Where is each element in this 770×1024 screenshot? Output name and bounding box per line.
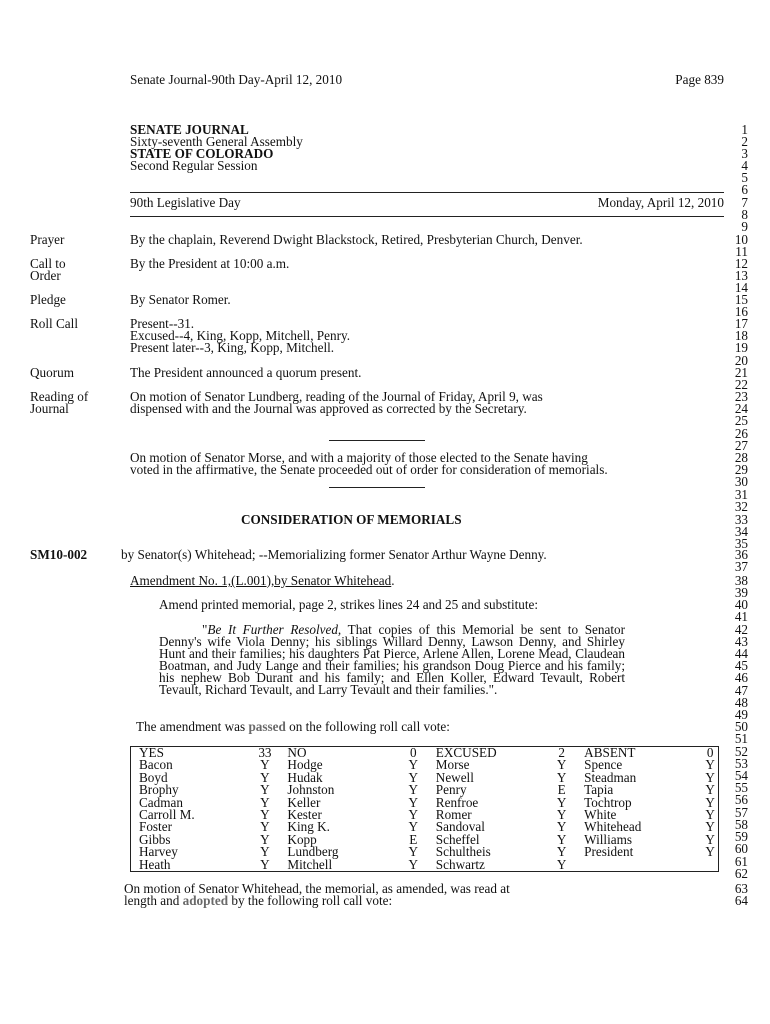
senator-vote: Y	[408, 782, 419, 798]
vote-spacer	[569, 797, 576, 809]
line-number: 36	[734, 547, 748, 562]
vote-spacer	[569, 784, 576, 796]
senator-vote: Y	[705, 807, 715, 823]
state-line: STATE OF COLORADO	[130, 146, 274, 161]
line-number: 33	[734, 512, 748, 527]
line-number: 42	[734, 622, 748, 637]
senator-vote: Y	[556, 844, 567, 860]
senator-name: Carroll M.	[139, 807, 195, 823]
senator-vote: Y	[705, 819, 715, 835]
vote-spacer	[421, 772, 428, 784]
vote-spacer	[273, 809, 280, 821]
senator-name: Tapia	[584, 782, 614, 798]
vote-row	[131, 772, 719, 784]
line-number: 31	[734, 487, 748, 502]
vote-header-label: EXCUSED	[435, 745, 497, 760]
quote-open: "	[202, 622, 208, 637]
line-number: 29	[734, 462, 748, 477]
line-number: 6	[741, 182, 748, 197]
vote-header-row	[131, 747, 719, 760]
label-call-to: Call to	[30, 256, 66, 271]
line-number: 35	[734, 536, 748, 551]
senator-vote: Y	[408, 757, 419, 773]
senator-name: Kopp	[287, 831, 317, 847]
line-number: 2	[741, 134, 748, 149]
label-prayer: Prayer	[30, 232, 65, 247]
label-order: Order	[30, 268, 61, 283]
line-number: 40	[734, 597, 748, 612]
line-number: 59	[734, 829, 748, 844]
line-number: 20	[734, 353, 748, 368]
senator-vote: Y	[260, 807, 270, 823]
prayer-text: By the chaplain, Reverend Dwight Blackstock, Retired, Presbyterian Church, Denver.	[130, 232, 583, 247]
amend-instruction: Amend printed memorial, page 2, strikes lines 24 and 25 and substitute:	[159, 597, 539, 612]
line-number: 52	[734, 744, 748, 759]
senator-vote: Y	[556, 794, 567, 810]
line-number: 28	[734, 450, 748, 465]
vote-spacer	[273, 772, 280, 784]
senator-name: Mitchell	[287, 856, 333, 872]
reading-line-2: dispensed with and the Journal was approved as corrected by the Secretary.	[130, 401, 527, 416]
line-number: 26	[734, 426, 748, 441]
line-number: 56	[734, 792, 748, 807]
vote-spacer	[569, 759, 576, 771]
vote-spacer	[273, 859, 280, 872]
vote-spacer	[421, 809, 428, 821]
session-date: Monday, April 12, 2010	[597, 195, 724, 210]
senator-vote: Y	[705, 831, 715, 847]
senator-vote: Y	[556, 831, 567, 847]
pledge-text: By Senator Romer.	[130, 292, 231, 307]
senator-vote: Y	[260, 782, 270, 798]
senator-name: Harvey	[139, 844, 178, 860]
line-number: 25	[734, 413, 748, 428]
amendment-quote	[159, 624, 625, 696]
label-roll-call: Roll Call	[30, 316, 78, 331]
amendment-line	[130, 575, 395, 587]
senator-name: Schwartz	[435, 856, 485, 872]
vote-spacer	[273, 784, 280, 796]
line-number: 22	[734, 377, 748, 392]
line-number: 8	[741, 207, 748, 222]
vote-spacer	[421, 834, 428, 846]
quote-italic: Be It Further Resolved,	[207, 622, 342, 637]
senator-vote: Y	[260, 769, 270, 785]
line-number: 39	[734, 585, 748, 600]
line-number: 17	[734, 316, 748, 331]
final-pre: length and	[124, 893, 183, 908]
vote-header-count: 33	[258, 745, 272, 760]
vote-spacer	[273, 797, 280, 809]
senator-vote: Y	[408, 807, 419, 823]
vote-header-count: 0	[706, 745, 714, 760]
senator-name: Kester	[287, 807, 322, 823]
memorials-heading: CONSIDERATION OF MEMORIALS	[241, 512, 462, 527]
assembly-line: Sixty-seventh General Assembly	[130, 134, 303, 149]
vote-header-label: NO	[287, 745, 307, 760]
senator-name: Romer	[435, 807, 472, 823]
vote-header-count: 2	[558, 745, 565, 760]
senator-name: President	[584, 844, 634, 860]
quorum-text: The President announced a quorum present.	[130, 365, 362, 380]
separator-rule	[329, 440, 425, 441]
reading-line-1: On motion of Senator Lundberg, reading of the Journal of Friday, April 9, was	[130, 389, 543, 404]
vote-spacer	[421, 784, 428, 796]
senator-name: Gibbs	[139, 831, 171, 847]
quote-body: That copies of this Memorial be sent to Senator Denny's wife Viola Denny; his siblings Willard Denny, Lawson Denny, and Shirley Hunt and their families; his daughters Pat Pierce, Arlene Allen, Lorene Mead, Claudean Boatman, and Judy Lange and their families; his grandson Doug Pierce and his family; his nephew Bob Durant and his family; and Ellen Koller, Edward Tevault, Robert Tevault, Richard Tevault, and Larry Tevault and their families.".	[159, 622, 625, 697]
line-number: 34	[734, 524, 748, 539]
vote-header-label: YES	[139, 745, 164, 760]
vote-row	[131, 846, 719, 858]
line-number: 21	[734, 365, 748, 380]
top-rule	[130, 192, 724, 193]
vote-header-count: 0	[410, 745, 417, 760]
senator-name: Sandoval	[435, 819, 485, 835]
senator-name: Scheffel	[435, 831, 480, 847]
senator-name: Keller	[287, 794, 321, 810]
vote-spacer	[569, 846, 576, 858]
line-number: 13	[734, 268, 748, 283]
senator-vote: Y	[705, 794, 715, 810]
label-reading-of: Reading of	[30, 389, 89, 404]
senator-name: Renfroe	[435, 794, 479, 810]
vote-row	[131, 859, 719, 872]
senator-name: Schultheis	[435, 844, 491, 860]
vote-spacer	[273, 846, 280, 858]
line-number: 24	[734, 401, 748, 416]
vote-spacer	[569, 859, 576, 872]
senator-name: Steadman	[584, 769, 637, 785]
line-number: 32	[734, 499, 748, 514]
line-number: 45	[734, 658, 748, 673]
line-number: 44	[734, 646, 748, 661]
memorial-id: SM10-002	[30, 547, 88, 562]
journal-title: SENATE JOURNAL	[130, 122, 249, 137]
label-journal: Journal	[30, 401, 69, 416]
label-quorum: Quorum	[30, 365, 74, 380]
label-pledge: Pledge	[30, 292, 66, 307]
line-number: 12	[734, 256, 748, 271]
line-number: 11	[735, 244, 748, 259]
line-number: 18	[734, 328, 748, 343]
roll-excused: Excused--4, King, Kopp, Mitchell, Penry.	[130, 328, 350, 343]
senator-name: Morse	[435, 757, 470, 773]
roll-call-table	[130, 746, 719, 872]
amendment-title: Amendment No. 1,(L.001),by Senator Whitehead	[130, 573, 392, 588]
line-number: 57	[734, 805, 748, 820]
amendment-vote-line	[136, 721, 450, 733]
senator-vote: Y	[260, 844, 270, 860]
line-number: 3	[741, 146, 748, 161]
senator-vote: Y	[705, 844, 715, 860]
line-number: 55	[734, 780, 748, 795]
vote-spacer	[569, 809, 576, 821]
senator-vote: Y	[705, 769, 715, 785]
line-number: 5	[741, 170, 748, 185]
senator-name: Heath	[139, 856, 171, 872]
line-number: 38	[734, 573, 748, 588]
senator-vote: Y	[260, 831, 270, 847]
senator-name: White	[584, 807, 617, 823]
call-text: By the President at 10:00 a.m.	[130, 256, 290, 271]
final-result-word: adopted	[182, 893, 229, 908]
senator-name: Spence	[584, 757, 623, 773]
senator-vote: Y	[260, 757, 270, 773]
senator-name: Boyd	[139, 769, 168, 785]
roll-present: Present--31.	[130, 316, 195, 331]
vote-spacer	[569, 747, 576, 760]
line-number: 46	[734, 670, 748, 685]
line-number: 49	[734, 707, 748, 722]
final-line-1: On motion of Senator Whitehead, the memorial, as amended, was read at	[124, 881, 510, 896]
senator-vote: Y	[260, 794, 270, 810]
senator-vote: Y	[260, 856, 270, 872]
separator-rule	[329, 487, 425, 488]
senator-name: Williams	[584, 831, 632, 847]
line-number: 23	[734, 389, 748, 404]
senator-vote: Y	[408, 844, 419, 860]
vote-spacer	[569, 821, 576, 833]
line-number: 30	[734, 474, 748, 489]
session-line: Second Regular Session	[130, 158, 258, 173]
senator-vote: Y	[260, 819, 270, 835]
vote-spacer	[569, 834, 576, 846]
roll-present-later: Present later--3, King, Kopp, Mitchell.	[130, 340, 335, 355]
senator-vote: Y	[556, 769, 567, 785]
vote-spacer	[421, 846, 428, 858]
line-number: 62	[734, 866, 748, 881]
line-number: 48	[734, 695, 748, 710]
vote-result-word: passed	[248, 719, 286, 734]
line-number: 9	[741, 219, 748, 234]
line-number: 63	[734, 881, 748, 896]
legislative-day: 90th Legislative Day	[130, 195, 241, 210]
vote-spacer	[421, 821, 428, 833]
senator-name: Foster	[139, 819, 172, 835]
vote-spacer	[421, 747, 428, 760]
memorial-sponsor-text: by Senator(s) Whitehead; --Memorializing former Senator Arthur Wayne Denny.	[121, 547, 547, 562]
line-number: 37	[734, 559, 748, 574]
senator-vote: E	[557, 782, 566, 798]
line-number: 51	[734, 731, 748, 746]
line-number: 16	[734, 304, 748, 319]
senator-name: Lundberg	[287, 844, 339, 860]
senator-vote: Y	[408, 819, 419, 835]
line-number: 10	[734, 232, 748, 247]
vote-spacer	[569, 772, 576, 784]
bottom-rule	[130, 216, 724, 217]
final-line-2	[124, 895, 392, 907]
line-number: 64	[734, 893, 748, 908]
senator-name: Cadman	[139, 794, 183, 810]
line-number: 50	[734, 719, 748, 734]
senator-name: Newell	[435, 769, 474, 785]
line-number: 58	[734, 817, 748, 832]
vote-spacer	[273, 759, 280, 771]
line-number: 53	[734, 756, 748, 771]
vote-spacer	[421, 859, 428, 872]
vote-spacer	[421, 759, 428, 771]
senator-vote: Y	[705, 757, 715, 773]
senator-vote: Y	[556, 819, 567, 835]
vote-post: on the following roll call vote:	[285, 719, 450, 734]
vote-spacer	[273, 821, 280, 833]
senator-name: Brophy	[139, 782, 179, 798]
line-number: 1	[741, 122, 748, 137]
senator-name: Hodge	[287, 757, 323, 773]
senator-vote	[702, 859, 718, 872]
senator-vote: Y	[556, 807, 567, 823]
senator-name: King K.	[287, 819, 330, 835]
page-number: Page 839	[675, 72, 724, 87]
line-number: 60	[734, 841, 748, 856]
line-number: 7	[741, 195, 748, 210]
vote-header-label: ABSENT	[584, 745, 636, 760]
line-number: 61	[734, 854, 748, 869]
senator-name: Tochtrop	[584, 794, 632, 810]
vote-spacer	[273, 747, 280, 760]
line-number: 4	[741, 158, 748, 173]
motion-line-2: voted in the affirmative, the Senate proceeded out of order for consideration of memorials.	[130, 462, 608, 477]
senator-name: Whitehead	[584, 819, 642, 835]
line-number: 47	[734, 683, 748, 698]
line-number: 41	[734, 609, 748, 624]
senator-vote: Y	[408, 794, 419, 810]
senator-name: Hudak	[287, 769, 323, 785]
line-number: 14	[734, 280, 748, 295]
senator-vote: E	[409, 831, 418, 847]
line-number: 15	[734, 292, 748, 307]
line-number: 27	[734, 438, 748, 453]
line-number: 43	[734, 634, 748, 649]
line-number: 54	[734, 768, 748, 783]
running-header-left: Senate Journal-90th Day-April 12, 2010	[130, 72, 343, 87]
senator-vote: Y	[408, 769, 419, 785]
vote-spacer	[421, 797, 428, 809]
senator-vote: Y	[556, 856, 567, 872]
senator-vote: Y	[408, 856, 419, 872]
vote-spacer	[273, 834, 280, 846]
senator-name: Penry	[435, 782, 467, 798]
senator-name	[576, 859, 702, 872]
senator-name: Bacon	[139, 757, 173, 773]
senator-name: Johnston	[287, 782, 335, 798]
amendment-period: .	[391, 573, 395, 588]
vote-pre: The amendment was	[136, 719, 249, 734]
senator-vote: Y	[556, 757, 567, 773]
motion-line-1: On motion of Senator Morse, and with a majority of those elected to the Senate having	[130, 450, 588, 465]
line-number: 19	[734, 340, 748, 355]
final-post: by the following roll call vote:	[228, 893, 393, 908]
senator-vote: Y	[705, 782, 715, 798]
vote-row	[131, 797, 719, 809]
